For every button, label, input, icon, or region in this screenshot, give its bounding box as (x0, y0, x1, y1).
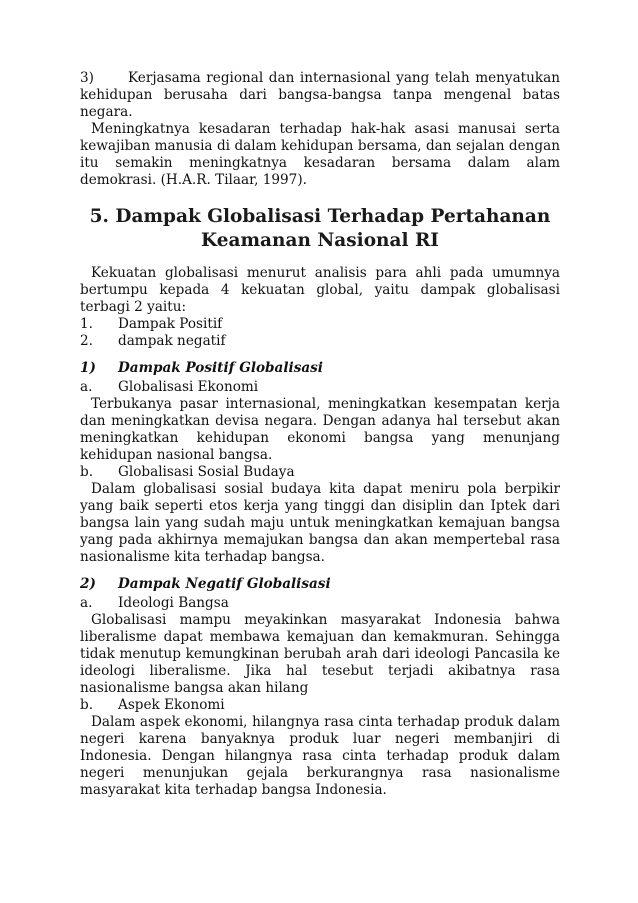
item-3-text-first: Kerjasama regional dan internasional yang telah menyatukan (128, 70, 560, 86)
positive-impact-heading (80, 360, 560, 377)
negative-a-label: a. (80, 595, 93, 611)
negative-a-title: Ideologi Bangsa (118, 595, 229, 611)
negative-impact-number: 2) (80, 576, 96, 592)
list-item-text: dampak negatif (118, 333, 226, 349)
negative-impact-heading (80, 576, 560, 593)
list-item-text: Dampak Positif (118, 316, 223, 332)
list-item (80, 333, 560, 350)
list-item-number: 2. (80, 333, 93, 349)
item-3-number: 3) (80, 70, 94, 86)
section-heading-line-1: 5. Dampak Globalisasi Terhadap Pertahanan (89, 206, 551, 227)
negative-b-title: Aspek Ekonomi (118, 697, 225, 713)
positive-b-heading (80, 464, 560, 481)
item-3-first-line (80, 70, 560, 87)
negative-a-heading (80, 595, 560, 612)
negative-a-paragraph: Globalisasi mampu meyakinkan masyarakat Indonesia bahwa liberalisme dapat membawa kemajuan dan kemakmuran. Sehingga tidak menutup kemungkinan berubah arah dari ideologi Pancasila ke ideologi liberalisme. Jika hal tesebut terjadi akibatnya rasa nasionalisme bangsa akan hilang (80, 612, 560, 696)
positive-a-title: Globalisasi Ekonomi (118, 379, 259, 395)
negative-impact-title: Dampak Negatif Globalisasi (118, 576, 331, 592)
list-item (80, 316, 560, 333)
positive-b-paragraph: Dalam globalisasi sosial budaya kita dapat meniru pola berpikir yang baik seperti etos kerja yang tinggi dan disiplin dan Iptek dari bangsa lain yang sudah maju untuk meningkatkan kemajuan bangsa yang pada akhirnya memajukan bangsa dan akan mempertebal rasa nasionalisme kita terhadap bangsa. (80, 481, 560, 565)
positive-impact-title: Dampak Positif Globalisasi (118, 360, 323, 376)
section-intro-paragraph: Kekuatan globalisasi menurut analisis para ahli pada umumnya bertumpu kepada 4 kekuatan global, yaitu dampak globalisasi terbagi 2 yaitu: (80, 265, 560, 315)
intro-paragraph: Meningkatnya kesadaran terhadap hak-hak asasi manusai serta kewajiban manusia di dalam kehidupan bersama, dan sejalan dengan itu semakin meningkatnya kesadaran bersama dalam alam demokrasi. (H.A.R. Tilaar, 1997). (80, 121, 560, 188)
positive-a-paragraph: Terbukanya pasar internasional, meningkatkan kesempatan kerja dan meningkatkan devisa negara. Dengan adanya hal tersebut akan meningkatkan kehidupan ekonomi bangsa yang menunjang kehidupan nasional bangsa. (80, 396, 560, 463)
item-3-text-rest: kehidupan berusaha dari bangsa-bangsa tanpa mengenal batas negara. (80, 87, 560, 120)
list-item-number: 1. (80, 316, 93, 332)
section-heading-line-2: Keamanan Nasional RI (201, 230, 439, 251)
positive-a-heading (80, 379, 560, 396)
positive-b-title: Globalisasi Sosial Budaya (118, 464, 295, 480)
negative-b-heading (80, 697, 560, 714)
positive-impact-number: 1) (80, 360, 96, 376)
section-heading (80, 205, 560, 253)
positive-a-label: a. (80, 379, 93, 395)
negative-b-label: b. (80, 697, 94, 713)
negative-b-paragraph: Dalam aspek ekonomi, hilangnya rasa cinta terhadap produk dalam negeri karena banyaknya produk luar negeri membanjiri di Indonesia. Dengan hilangnya rasa cinta terhadap produk dalam negeri menunjukan gejala berkurangnya rasa nasionalisme masyarakat kita terhadap bangsa Indonesia. (80, 714, 560, 798)
positive-b-label: b. (80, 464, 94, 480)
